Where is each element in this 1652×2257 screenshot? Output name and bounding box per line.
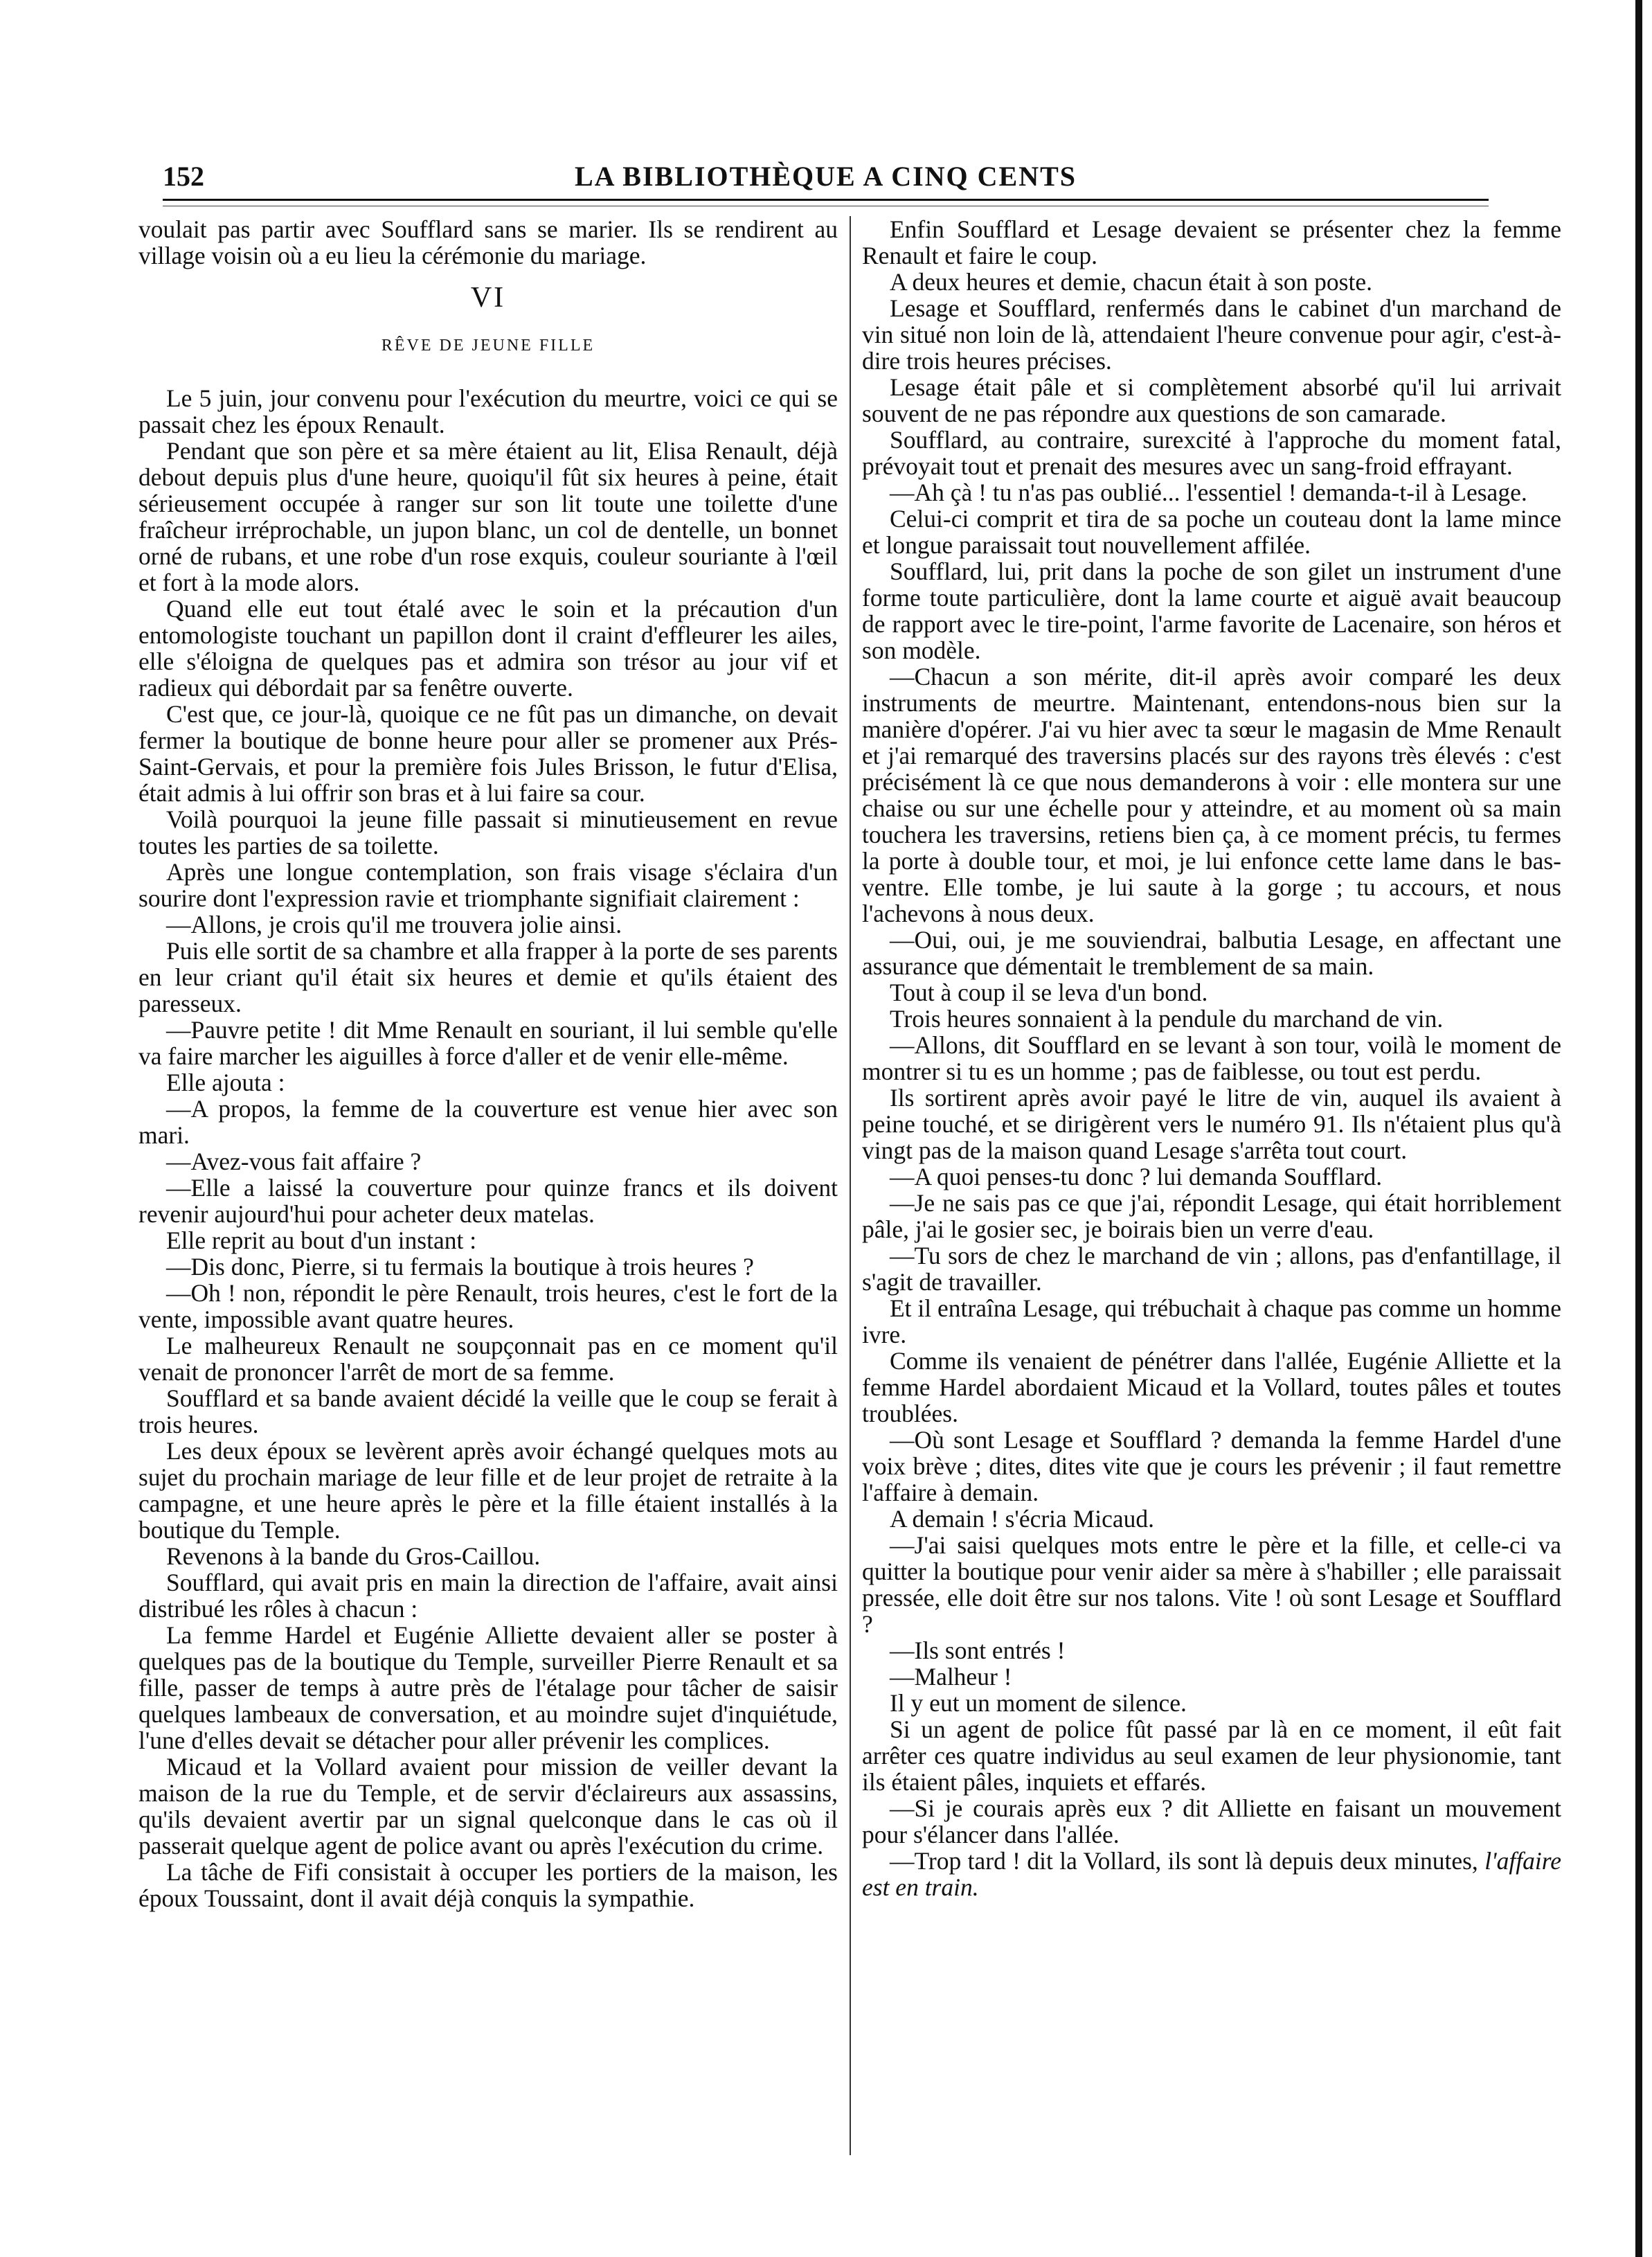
paragraph: Enfin Soufflard et Lesage devaient se présenter chez la femme Renault et faire le coup. xyxy=(862,216,1561,269)
paragraph: —Je ne sais pas ce que j'ai, répondit Lesage, qui était horriblement pâle, j'ai le gosier sec, je boirais bien un verre d'eau. xyxy=(862,1189,1561,1243)
paragraph: Soufflard, qui avait pris en main la direction de l'affaire, avait ainsi distribué les rôles à chacun : xyxy=(138,1569,838,1623)
paragraph: —A propos, la femme de la couverture est venue hier avec son mari. xyxy=(138,1095,838,1149)
paragraph: Trois heures sonnaient à la pendule du marchand de vin. xyxy=(890,1005,1444,1033)
paragraph: Tout à coup il se leva d'un bond. xyxy=(890,979,1208,1006)
paragraph: —Ils sont entrés ! xyxy=(890,1636,1066,1664)
right-column xyxy=(862,216,1561,2183)
paragraph: Le 5 juin, jour convenu pour l'exécution du meurtre, voici ce qui se passait chez les époux Renault. xyxy=(138,384,838,438)
paragraph: —Tu sors de chez le marchand de vin ; allons, pas d'enfantillage, il s'agit de travailler. xyxy=(862,1242,1561,1296)
paragraph: La femme Hardel et Eugénie Alliette devaient aller se poster à quelques pas de la boutique du Temple, surveiller Pierre Renault et sa fille, passer de temps à autre près de l'étalage pour tâcher de saisir quelques lambeaux de conversation, et au moindre sujet d'inquiétude, l'une d'elles devait se détacher pour aller prévenir les complices. xyxy=(138,1621,838,1754)
paragraph: —Pauvre petite ! dit Mme Renault en souriant, il lui semble qu'elle va faire marcher les aiguilles à force d'aller et de venir elle-même. xyxy=(138,1016,838,1070)
paragraph: Et il entraîna Lesage, qui trébuchait à chaque pas comme un homme ivre. xyxy=(862,1294,1561,1348)
paragraph: —Allons, dit Soufflard en se levant à son tour, voilà le moment de montrer si tu es un homme ; pas de faiblesse, ou tout est perdu. xyxy=(862,1031,1561,1085)
paragraph: —Allons, je crois qu'il me trouvera jolie ainsi. xyxy=(166,911,622,938)
paragraph: Ils sortirent après avoir payé le litre de vin, auquel ils avaient à peine touché, et se dirigèrent vers le numéro 91. Ils n'étaient plus qu'à vingt pas de la maison quand Lesage s'arrêta tout court. xyxy=(862,1084,1561,1164)
paragraph: —Dis donc, Pierre, si tu fermais la boutique à trois heures ? xyxy=(166,1253,754,1281)
paragraph: Le malheureux Renault ne soupçonnait pas en ce moment qu'il venait de prononcer l'arrêt de mort de sa femme. xyxy=(138,1332,838,1386)
column-divider xyxy=(850,216,851,2155)
paragraph: Comme ils venaient de pénétrer dans l'allée, Eugénie Alliette et la femme Hardel abordaient Micaud et la Vollard, toutes pâles et toutes troublées. xyxy=(862,1347,1561,1427)
paragraph-text: —Trop tard ! dit la Vollard, ils sont là depuis deux minutes, xyxy=(890,1847,1478,1875)
paragraph: Pendant que son père et sa mère étaient au lit, Elisa Renault, déjà debout depuis plus d'une heure, quoiqu'il fût six heures à peine, était sérieusement occupée à ranger sur son lit toute une toilette d'une fraîcheur irréprochable, un jupon blanc, un col de dentelle, un bonnet orné de rubans, et une robe d'un rose exquis, couleur souriante à l'œil et fort à la mode alors. xyxy=(138,437,838,596)
paragraph: La tâche de Fifi consistait à occuper les portiers de la maison, les époux Toussaint, dont il avait déjà conquis la sympathie. xyxy=(138,1858,838,1912)
paragraph: Quand elle eut tout étalé avec le soin et la précaution d'un entomologiste touchant un papillon dont il craint d'effleurer les ailes, elle s'éloigna de quelques pas et admira son trésor au jour vif et radieux qui débordait par sa fenêtre ouverte. xyxy=(138,595,838,702)
paragraph: C'est que, ce jour-là, quoique ce ne fût pas un dimanche, on devait fermer la boutique de bonne heure pour aller se promener aux Prés-Saint-Gervais, et pour la première fois Jules Brisson, le futur d'Elisa, était admis à lui offrir son bras et à lui faire sa cour. xyxy=(138,700,838,807)
paragraph: Soufflard et sa bande avaient décidé la veille que le coup se ferait à trois heures. xyxy=(138,1384,838,1438)
paragraph: Si un agent de police fût passé par là en ce moment, il eût fait arrêter ces quatre individus au seul examen de leur physionomie, tant ils étaient pâles, inquiets et effarés. xyxy=(862,1715,1561,1796)
paragraph: Elle ajouta : xyxy=(166,1069,285,1096)
paragraph: Puis elle sortit de sa chambre et alla frapper à la porte de ses parents en leur criant qu'il était six heures et demie et qu'ils étaient des paresseux. xyxy=(138,937,838,1017)
paragraph: voulait pas partir avec Soufflard sans se marier. Ils se rendirent au village voisin où a eu lieu la cérémonie du mariage. xyxy=(138,216,838,269)
chapter-number: VI xyxy=(470,282,506,314)
header-rule xyxy=(163,199,1489,201)
paragraph: —J'ai saisi quelques mots entre le père et la fille, et celle-ci va quitter la boutique pour venir aider sa mère à s'habiller ; elle paraissait pressée, elle doit être sur nos talons. Vite ! où sont Lesage et Soufflard ? xyxy=(862,1531,1561,1638)
paragraph: Lesage et Soufflard, renfermés dans le cabinet d'un marchand de vin situé non loin de là, attendaient l'heure convenue pour agir, c'est-à-dire trois heures précises. xyxy=(862,294,1561,375)
paragraph: Il y eut un moment de silence. xyxy=(890,1689,1187,1717)
chapter-title: RÊVE DE JEUNE FILLE xyxy=(381,337,595,355)
paragraph: —Oh ! non, répondit le père Renault, trois heures, c'est le fort de la vente, impossible avant quatre heures. xyxy=(138,1279,838,1333)
paragraph: —Chacun a son mérite, dit-il après avoir comparé les deux instruments de meurtre. Maintenant, entendons-nous bien sur la manière d'opérer. J'ai vu hier avec ta sœur le magasin de Mme Renault et j'ai remarqué des traversins placés sur des rayons très élevés : c'est précisément là ce que nous demanderons à voir : elle montera sur une chaise ou sur une échelle pour y atteindre, et au moment où sa main touchera les traversins, retiens bien ça, à ce moment précis, tu fermes la porte à double tour, et moi, je lui enfonce cette lame dans le bas-ventre. Elle tombe, je lui saute à la gorge ; tu accours, et nous l'achevons à nous deux. xyxy=(862,663,1561,927)
paragraph: —Avez-vous fait affaire ? xyxy=(166,1148,422,1175)
paragraph: Micaud et la Vollard avaient pour mission de veiller devant la maison de la rue du Temple, et de servir d'éclaireurs aux assassins, qu'ils devaient avertir par un signal quelconque dans le cas où il passerait quelque agent de police avant ou après l'exécution du crime. xyxy=(138,1753,838,1859)
paragraph: Après une longue contemplation, son frais visage s'éclaira d'un sourire dont l'expression ravie et triomphante signifiait clairement : xyxy=(138,858,838,912)
paragraph-final xyxy=(862,1848,1561,1900)
paragraph: Lesage était pâle et si complètement absorbé qu'il lui arrivait souvent de ne pas répondre aux questions de son camarade. xyxy=(862,373,1561,427)
paragraph: —Si je courais après eux ? dit Alliette en faisant un mouvement pour s'élancer dans l'allée. xyxy=(862,1794,1561,1848)
paragraph: —A quoi penses-tu donc ? lui demanda Soufflard. xyxy=(890,1163,1383,1190)
paragraph: —Où sont Lesage et Soufflard ? demanda la femme Hardel d'une voix brève ; dites, dites vite que je cours les prévenir ; il faut remettre l'affaire à demain. xyxy=(862,1426,1561,1506)
paragraph: A deux heures et demie, chacun était à son poste. xyxy=(890,268,1372,296)
running-header xyxy=(163,159,1489,194)
running-title: LA BIBLIOTHÈQUE A CINQ CENTS xyxy=(574,161,1077,192)
paragraph: Les deux époux se levèrent après avoir échangé quelques mots au sujet du prochain mariage de leur fille et de leur projet de retraite à la campagne, et une heure après le père et la fille étaient installés à la boutique du Temple. xyxy=(138,1437,838,1544)
paragraph: A demain ! s'écria Micaud. xyxy=(890,1505,1154,1533)
paragraph: Voilà pourquoi la jeune fille passait si minutieusement en revue toutes les parties de sa toilette. xyxy=(138,805,838,859)
paragraph: Soufflard, au contraire, surexcité à l'approche du moment fatal, prévoyait tout et prenait des mesures avec un sang-froid effrayant. xyxy=(862,426,1561,480)
page-edge-border xyxy=(1635,0,1642,2257)
paragraph: —Ah çà ! tu n'as pas oublié... l'essentiel ! demanda-t-il à Lesage. xyxy=(890,479,1527,506)
left-column xyxy=(138,216,838,2183)
paragraph: —Malheur ! xyxy=(890,1663,1012,1690)
paragraph: Celui-ci comprit et tira de sa poche un couteau dont la lame mince et longue paraissait tout nouvellement affilée. xyxy=(862,505,1561,559)
paragraph: —Oui, oui, je me souviendrai, balbutia Lesage, en affectant une assurance que démentait le tremblement de sa main. xyxy=(862,926,1561,980)
paragraph: —Elle a laissé la couverture pour quinze francs et ils doivent revenir aujourd'hui pour acheter deux matelas. xyxy=(138,1174,838,1228)
page-number: 152 xyxy=(163,161,204,192)
italic-phrase: l'affaire est en train. xyxy=(862,1847,1561,1901)
paragraph: Soufflard, lui, prit dans la poche de son gilet un instrument d'une forme toute particulière, dont la lame courte et aiguë avait beaucoup de rapport avec le tire-point, l'arme favorite de Lacenaire, son héros et son modèle. xyxy=(862,557,1561,664)
paragraph: Revenons à la bande du Gros-Caillou. xyxy=(166,1542,541,1570)
paragraph: Elle reprit au bout d'un instant : xyxy=(166,1226,477,1254)
